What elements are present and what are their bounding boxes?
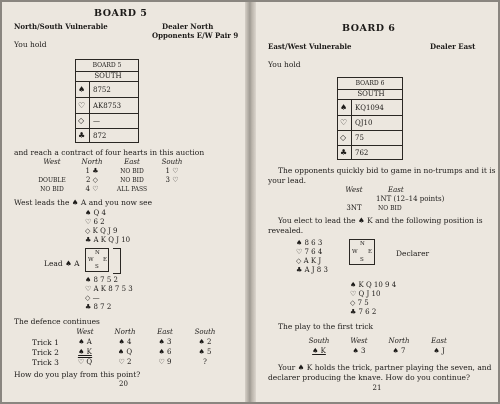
trick-header-west: West — [76, 328, 94, 336]
auction-cell: 1 ♡ — [165, 167, 179, 175]
trick-intro: The play to the first trick — [278, 322, 374, 331]
south-hand-diamonds: ◇ 7 5 — [350, 299, 369, 307]
hand-box — [337, 77, 403, 160]
hand-row-diamonds: ◇ 75 — [338, 130, 402, 145]
declarer-label: Declarer — [396, 249, 430, 258]
dealer: Dealer East — [430, 42, 476, 51]
trick-header-east: East — [157, 328, 173, 336]
trick-card: ♠ 6 — [158, 348, 172, 356]
club-icon: ♣ — [78, 131, 86, 140]
compass-diagram: N W E S — [85, 248, 109, 272]
you-hold-label: You hold — [14, 40, 47, 49]
auction-cell: 3NT — [346, 204, 362, 212]
trick-card-lead: ♡ Q — [77, 358, 93, 366]
page-number: 20 — [119, 380, 128, 388]
hand-box-header: BOARD 6 — [355, 80, 385, 87]
south-hand-hearts: ♡ A K 8 7 5 3 — [85, 285, 133, 293]
dummy-hand-diamonds: ◇ A K J — [296, 257, 322, 265]
diamond-icon: ◇ — [340, 133, 347, 142]
trick-card: ♠ 5 — [198, 348, 212, 356]
intro-line-2: your lead. — [268, 176, 307, 185]
trick-card-winner: ♠ K — [78, 348, 92, 356]
trick-header-south: South — [308, 337, 330, 345]
hand-box-seat: SOUTH — [338, 89, 402, 99]
auction-cell: DOUBLE — [38, 177, 66, 184]
intro-line-1: The opponents quickly bid to game in no-trumps and it is — [278, 166, 496, 175]
south-hand-clubs: ♣ 7 6 2 — [350, 308, 377, 316]
defence-text: The defence continues — [14, 317, 100, 326]
trick-header-east: East — [431, 337, 447, 345]
trick-card: ♠ 4 — [118, 338, 132, 346]
dummy-hand-spades: ♠ 8 6 3 — [296, 239, 323, 247]
auction-header-west: West — [43, 158, 61, 166]
book-gutter — [245, 2, 256, 402]
trick-card: ♠ 3 — [158, 338, 172, 346]
south-hand-spades: ♠ 8 7 5 2 — [85, 276, 118, 284]
north-hand-clubs: ♣ A K Q J 10 — [85, 236, 131, 244]
hand-row-clubs: ♣ 872 — [76, 128, 138, 143]
compass-bracket — [113, 248, 121, 274]
trick-card: ♠ 2 — [198, 338, 212, 346]
south-hand-clubs: ♣ 8 7 2 — [85, 303, 112, 311]
hand-box-header: BOARD 5 — [92, 62, 122, 69]
club-icon: ♣ — [340, 148, 348, 157]
trick-card: ♡ 9 — [158, 358, 172, 366]
auction-cell: NO BID — [120, 168, 144, 175]
south-hand-hearts: ♡ Q J 10 — [350, 290, 381, 298]
lead-label: Lead ♠ A — [44, 259, 80, 268]
hand-row-spades: ♠ KQ1094 — [338, 99, 402, 115]
auction-cell: NO BID — [120, 177, 144, 184]
hand-row-hearts: ♡ AK8753 — [76, 97, 138, 113]
left-page — [2, 2, 245, 402]
south-hand-diamonds: ◇ — — [85, 294, 100, 302]
hand-row-clubs: ♣ 762 — [338, 145, 402, 160]
right-page — [256, 2, 498, 402]
trick-label: Trick 2 — [32, 348, 59, 357]
auction-header-east: East — [388, 186, 404, 194]
auction-header-west: West — [345, 186, 363, 194]
auction-cell: ALL PASS — [116, 186, 148, 193]
trick-card: ? — [203, 358, 207, 366]
diamond-icon: ◇ — [78, 116, 85, 125]
auction-cell: NO BID — [40, 186, 64, 193]
trick-card: ♠ Q — [117, 348, 133, 356]
question-text: How do you play from this point? — [14, 370, 141, 379]
heart-icon: ♡ — [340, 118, 348, 127]
south-hand-spades: ♠ K Q 10 9 4 — [350, 281, 397, 289]
auction-cell: 1NT (12–14 points) — [376, 195, 445, 203]
spade-icon: ♠ — [78, 85, 86, 94]
auction-header-east: East — [124, 158, 140, 166]
page-number: 21 — [372, 384, 382, 392]
north-hand-diamonds: ◇ K Q J 9 — [85, 227, 118, 235]
hand-row-hearts: ♡ QJ10 — [338, 115, 402, 130]
hand-row-diamonds: ◇ — — [76, 113, 138, 128]
trick-label: Trick 1 — [32, 338, 59, 347]
trick-header-south: South — [194, 328, 216, 336]
trick-header-west: West — [350, 337, 368, 345]
dummy-hand-hearts: ♡ 7 6 4 — [296, 248, 323, 256]
dummy-hand-clubs: ♣ A J 8 3 — [296, 266, 328, 274]
heart-icon: ♡ — [78, 101, 86, 110]
north-hand-hearts: ♡ 6 2 — [85, 218, 105, 226]
auction-cell: NO BID — [378, 205, 402, 212]
lead-text: West leads the ♠ A and you now see — [14, 198, 153, 207]
you-hold-label: You hold — [268, 60, 301, 69]
trick-card: ♠ J — [433, 347, 445, 355]
trick-card: ♠ 7 — [392, 347, 406, 355]
vulnerability: East/West Vulnerable — [268, 42, 352, 51]
auction-cell: 2 ◇ — [85, 176, 99, 184]
board-title: BOARD 6 — [342, 23, 396, 34]
spade-icon: ♠ — [340, 103, 348, 112]
hand-box-divider — [351, 99, 352, 159]
auction-cell: 4 ♡ — [85, 185, 99, 193]
trick-card: ♠ A — [78, 338, 92, 346]
trick-card: ♡ 2 — [118, 358, 132, 366]
closing-line-2: declarer producing the knave. How do you continue? — [268, 373, 471, 382]
dealer: Dealer North — [162, 22, 214, 31]
hand-box-divider — [89, 81, 90, 142]
vulnerability: North/South Vulnerable — [14, 22, 108, 31]
trick-card-winner: ♠ K — [312, 347, 326, 355]
trick-header-north: North — [114, 328, 136, 336]
auction-cell: 1 ♣ — [85, 167, 99, 175]
lead-line-2: revealed. — [268, 226, 304, 235]
board-title: BOARD 5 — [94, 8, 148, 19]
hand-box-seat: SOUTH — [76, 71, 138, 81]
auction-header-north: North — [81, 158, 103, 166]
auction-intro: and reach a contract of four hearts in this auction — [14, 148, 205, 157]
opponents: Opponents E/W Pair 9 — [152, 31, 239, 40]
trick-header-north: North — [388, 337, 410, 345]
trick-label: Trick 3 — [32, 358, 59, 367]
lead-line-1: You elect to lead the ♠ K and the following position is — [278, 216, 483, 225]
auction-header-south: South — [161, 158, 183, 166]
hand-box — [75, 59, 139, 143]
auction-cell: 3 ♡ — [165, 176, 179, 184]
closing-line-1: Your ♠ K holds the trick, partner playing the seven, and — [278, 363, 492, 372]
compass-diagram: N W E S — [349, 239, 375, 265]
hand-row-spades: ♠ 8752 — [76, 81, 138, 97]
trick-card: ♠ 3 — [352, 347, 366, 355]
north-hand-spades: ♠ Q 4 — [85, 209, 106, 217]
